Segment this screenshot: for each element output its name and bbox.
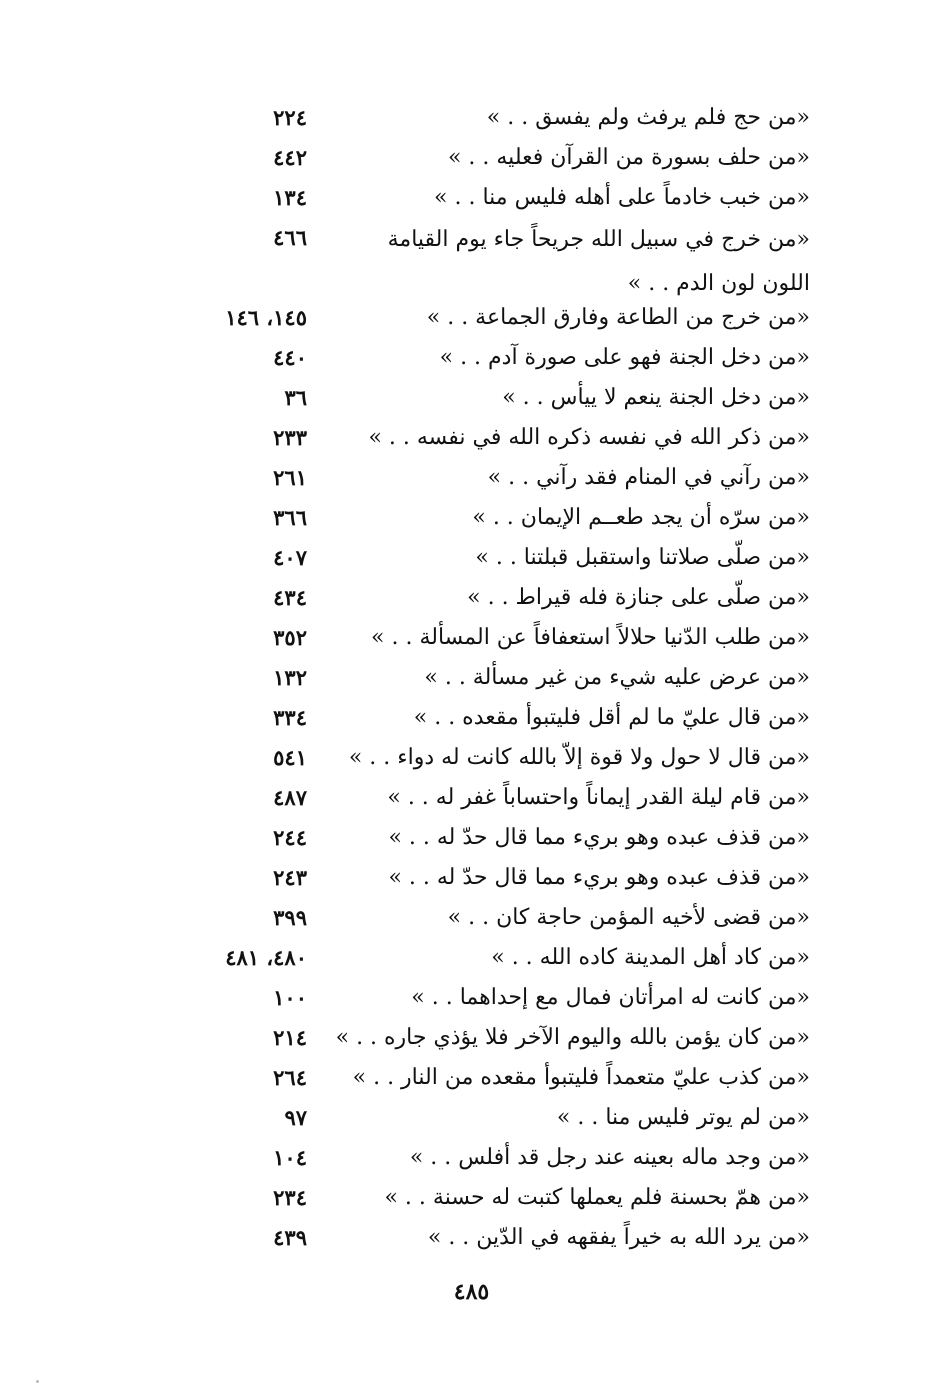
entry-page-refs: ٢٢٤ [273,105,307,130]
entry-hadith-text: «من صلّى صلاتنا واستقبل قبلتنا . . » [475,545,810,570]
entry-page-refs: ٢٤٤ [273,825,307,850]
entry-hadith-text: «من صلّى على جنازة فله قيراط . . » [467,585,810,610]
entry-page-refs: ٣٦٦ [273,505,307,530]
entry-hadith-text: «من سرّه أن يجد طعــم الإيمان . . » [472,505,810,530]
index-entry [0,218,943,296]
entry-page-refs: ٢١٤ [273,1025,307,1050]
entry-hadith-text: «من ذكر الله في نفسه ذكره الله في نفسه . . » [368,425,810,450]
entry-page-refs: ٢٦٤ [273,1065,307,1090]
index-entry [0,1058,943,1098]
entry-hadith-text: «من قام ليلة القدر إيماناً واحتساباً غفر له . . » [387,785,810,810]
index-entry [0,1138,943,1178]
index-entry [0,1018,943,1058]
index-entry [0,658,943,698]
entry-hadith-text: «من قال لا حول ولا قوة إلاّ بالله كانت له دواء . . » [348,745,810,770]
index-entry [0,738,943,778]
entry-page-refs: ٣٦ [284,385,307,410]
entry-hadith-text: «من كانت له امرأتان فمال مع إحداهما . . » [411,985,810,1010]
entry-page-refs: ١٤٥، ١٤٦ [225,305,307,330]
entry-page-refs: ٣٩٩ [273,905,307,930]
entry-page-refs: ٣٣٤ [273,705,307,730]
entry-hadith-text: «من قضى لأخيه المؤمن حاجة كان . . » [447,905,810,930]
entry-page-refs: ٤٤٠ [273,345,307,370]
index-entry [0,1218,943,1258]
entry-hadith-text: «من قذف عبده وهو بريء مما قال حدّ له . . » [388,865,810,890]
entry-hadith-text: «من خرج في سبيل الله جريحاً جاء يوم القيامة اللون لون الدم . . » [387,227,810,296]
index-entry [0,978,943,1018]
index-entry [0,1178,943,1218]
index-entry [0,898,943,938]
entry-hadith-text: «من طلب الدّنيا حلالاً استعفافاً عن المسألة . . » [371,625,810,650]
entry-page-refs: ٤٨٠، ٤٨١ [225,945,307,970]
entry-page-refs: ١٠٠ [273,985,307,1010]
entry-hadith-text: «من كان يؤمن بالله واليوم الآخر فلا يؤذي جاره . . » [335,1025,810,1050]
index-entry [0,378,943,418]
entry-page-refs: ٤٤٢ [273,145,307,170]
entry-page-refs: ٤٣٩ [273,1225,307,1250]
index-entry [0,138,943,178]
page-number: ٤٨٥ [453,1279,490,1305]
entry-hadith-text: «من كاد أهل المدينة كاده الله . . » [491,945,810,970]
index-entry [0,578,943,618]
index-entry [0,778,943,818]
index-entry [0,178,943,218]
entry-hadith-text: «من رآني في المنام فقد رآني . . » [487,465,810,490]
index-entry [0,818,943,858]
index-entry [0,618,943,658]
index-entry [0,98,943,138]
entry-page-refs: ٢٣٣ [273,425,307,450]
entry-page-refs: ٤٠٧ [273,545,307,570]
entry-hadith-text: «من حج فلم يرفث ولم يفسق . . » [486,105,810,130]
index-entry [0,338,943,378]
index-entry [0,698,943,738]
entry-page-refs: ١٣٤ [273,185,307,210]
entry-page-refs: ٢٦١ [273,465,307,490]
entry-page-refs: ١٣٢ [273,665,307,690]
index-entry [0,538,943,578]
entry-page-refs: ٣٥٢ [273,625,307,650]
index-entry [0,938,943,978]
entry-hadith-text: «من خرج من الطاعة وفارق الجماعة . . » [426,305,810,330]
entry-hadith-text: «من دخل الجنة ينعم لا ييأس . . » [502,385,810,410]
entry-page-refs: ٢٤٣ [273,865,307,890]
entry-hadith-text: «من وجد ماله بعينه عند رجل قد أفلس . . » [409,1145,810,1170]
entry-hadith-text: «من لم يوتر فليس منا . . » [556,1105,810,1130]
entry-hadith-text: «من خبب خادماً على أهله فليس منا . . » [434,185,810,210]
entry-page-refs: ٤٦٦ [273,225,307,250]
index-entry [0,498,943,538]
index-entry [0,418,943,458]
index-entry [0,1098,943,1138]
entry-hadith-text: «من قذف عبده وهو بريء مما قال حدّ له . . » [388,825,810,850]
scan-speck [36,1380,39,1383]
entry-page-refs: ٤٨٧ [273,785,307,810]
entry-page-refs: ٢٣٤ [273,1185,307,1210]
entry-hadith-text: «من حلف بسورة من القرآن فعليه . . » [447,145,810,170]
entry-hadith-text: «من كذب عليّ متعمداً فليتبوأ مقعده من النار . . » [352,1065,810,1090]
index-entry [0,298,943,338]
entry-page-refs: ٩٧ [284,1105,307,1130]
index-entry [0,858,943,898]
entry-hadith-text: «من يرد الله به خيراً يفقهه في الدّين . . » [427,1225,810,1250]
entry-hadith-text: «من عرض عليه شيء من غير مسألة . . » [424,665,810,690]
entry-page-refs: ٤٣٤ [273,585,307,610]
entry-page-refs: ٥٤١ [273,745,307,770]
entry-hadith-text: «من همّ بحسنة فلم يعملها كتبت له حسنة . . » [384,1185,810,1210]
index-entry [0,458,943,498]
entry-hadith-text: «من دخل الجنة فهو على صورة آدم . . » [439,345,810,370]
entry-hadith-text: «من قال عليّ ما لم أقل فليتبوأ مقعده . . » [413,705,810,730]
entry-page-refs: ١٠٤ [273,1145,307,1170]
